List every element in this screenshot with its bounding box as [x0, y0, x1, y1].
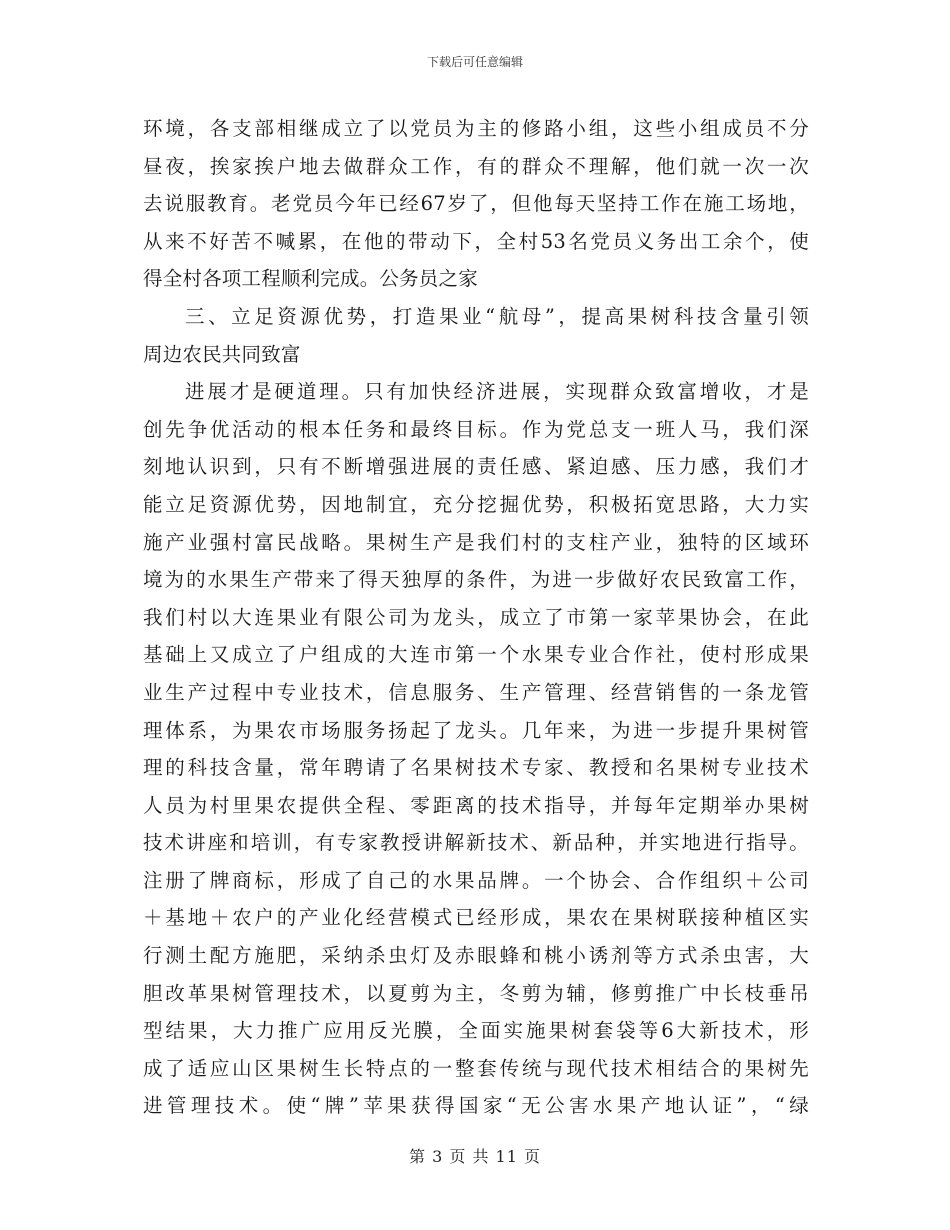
body-line: 基础上又成立了户组成的大连市第一个水果专业合作社，使村形成果: [143, 643, 809, 667]
body-line: 刻地认识到，只有不断增强进展的责任感、紧迫感、压力感，我们才: [143, 455, 809, 479]
body-line: 理的科技含量，常年聘请了名果树技术专家、教授和名果树专业技术: [143, 756, 809, 780]
body-line: 昼夜，挨家挨户地去做群众工作，有的群众不理解，他们就一次一次: [143, 154, 809, 178]
body-line: 得全村各项工程顺利完成。公务员之家: [143, 267, 478, 291]
body-line: 去说服教育。老党员今年已经67岁了，但他每天坚持工作在施工场地，: [143, 192, 809, 216]
document-body: [143, 110, 809, 1125]
body-line: 进管理技术。使“牌”苹果获得国家“无公害水果产地认证”，“绿: [143, 1094, 809, 1118]
section-heading-line: 周边农民共同致富: [143, 342, 301, 366]
body-line: 型结果，大力推广应用反光膜，全面实施果树套袋等6大新技术，形: [143, 1019, 809, 1043]
body-line: 人员为村里果农提供全程、零距离的技术指导，并每年定期举办果树: [143, 793, 809, 817]
body-line: 注册了牌商标，形成了自己的水果品牌。一个协会、合作组织＋公司: [143, 868, 809, 892]
body-line: 创先争优活动的根本任务和最终目标。作为党总支一班人马，我们深: [143, 417, 809, 441]
body-line: 从来不好苦不喊累，在他的带动下，全村53名党员义务出工余个，使: [143, 229, 809, 253]
body-line: 业生产过程中专业技术，信息服务、生产管理、经营销售的一条龙管: [143, 680, 809, 704]
body-line: 施产业强村富民战略。果树生产是我们村的支柱产业，独特的区域环: [143, 530, 809, 554]
body-line: 胆改革果树管理技术，以夏剪为主，冬剪为辅，修剪推广中长枝垂吊: [143, 981, 809, 1005]
body-line: 我们村以大连果业有限公司为龙头，成立了市第一家苹果协会，在此: [143, 605, 809, 629]
body-line: 理体系，为果农市场服务扬起了龙头。几年来，为进一步提升果树管: [143, 718, 809, 742]
body-line: 技术讲座和培训，有专家教授讲解新技术、新品种，并实地进行指导。: [143, 831, 809, 855]
body-line: ＋基地＋农户的产业化经营模式已经形成，果农在果树联接种植区实: [143, 906, 809, 930]
body-line: 行测土配方施肥，采纳杀虫灯及赤眼蜂和桃小诱剂等方式杀虫害，大: [143, 944, 809, 968]
page-header: 下载后可任意编辑: [426, 55, 523, 69]
body-line: 成了适应山区果树生长特点的一整套传统与现代技术相结合的果树先: [143, 1056, 809, 1080]
body-line: 进展才是硬道理。只有加快经济进展，实现群众致富增收，才是: [185, 380, 809, 404]
body-line: 境为的水果生产带来了得天独厚的条件，为进一步做好农民致富工作，: [143, 568, 809, 592]
body-line: 环境，各支部相继成立了以党员为主的修路小组，这些小组成员不分: [143, 117, 809, 140]
body-line: 能立足资源优势，因地制宜，充分挖掘优势，积极拓宽思路，大力实: [143, 492, 809, 516]
page-number: 第 3 页 共 11 页: [409, 1147, 541, 1166]
section-heading-line: 三、立足资源优势，打造果业“航母”，提高果树科技含量引领: [185, 304, 809, 328]
